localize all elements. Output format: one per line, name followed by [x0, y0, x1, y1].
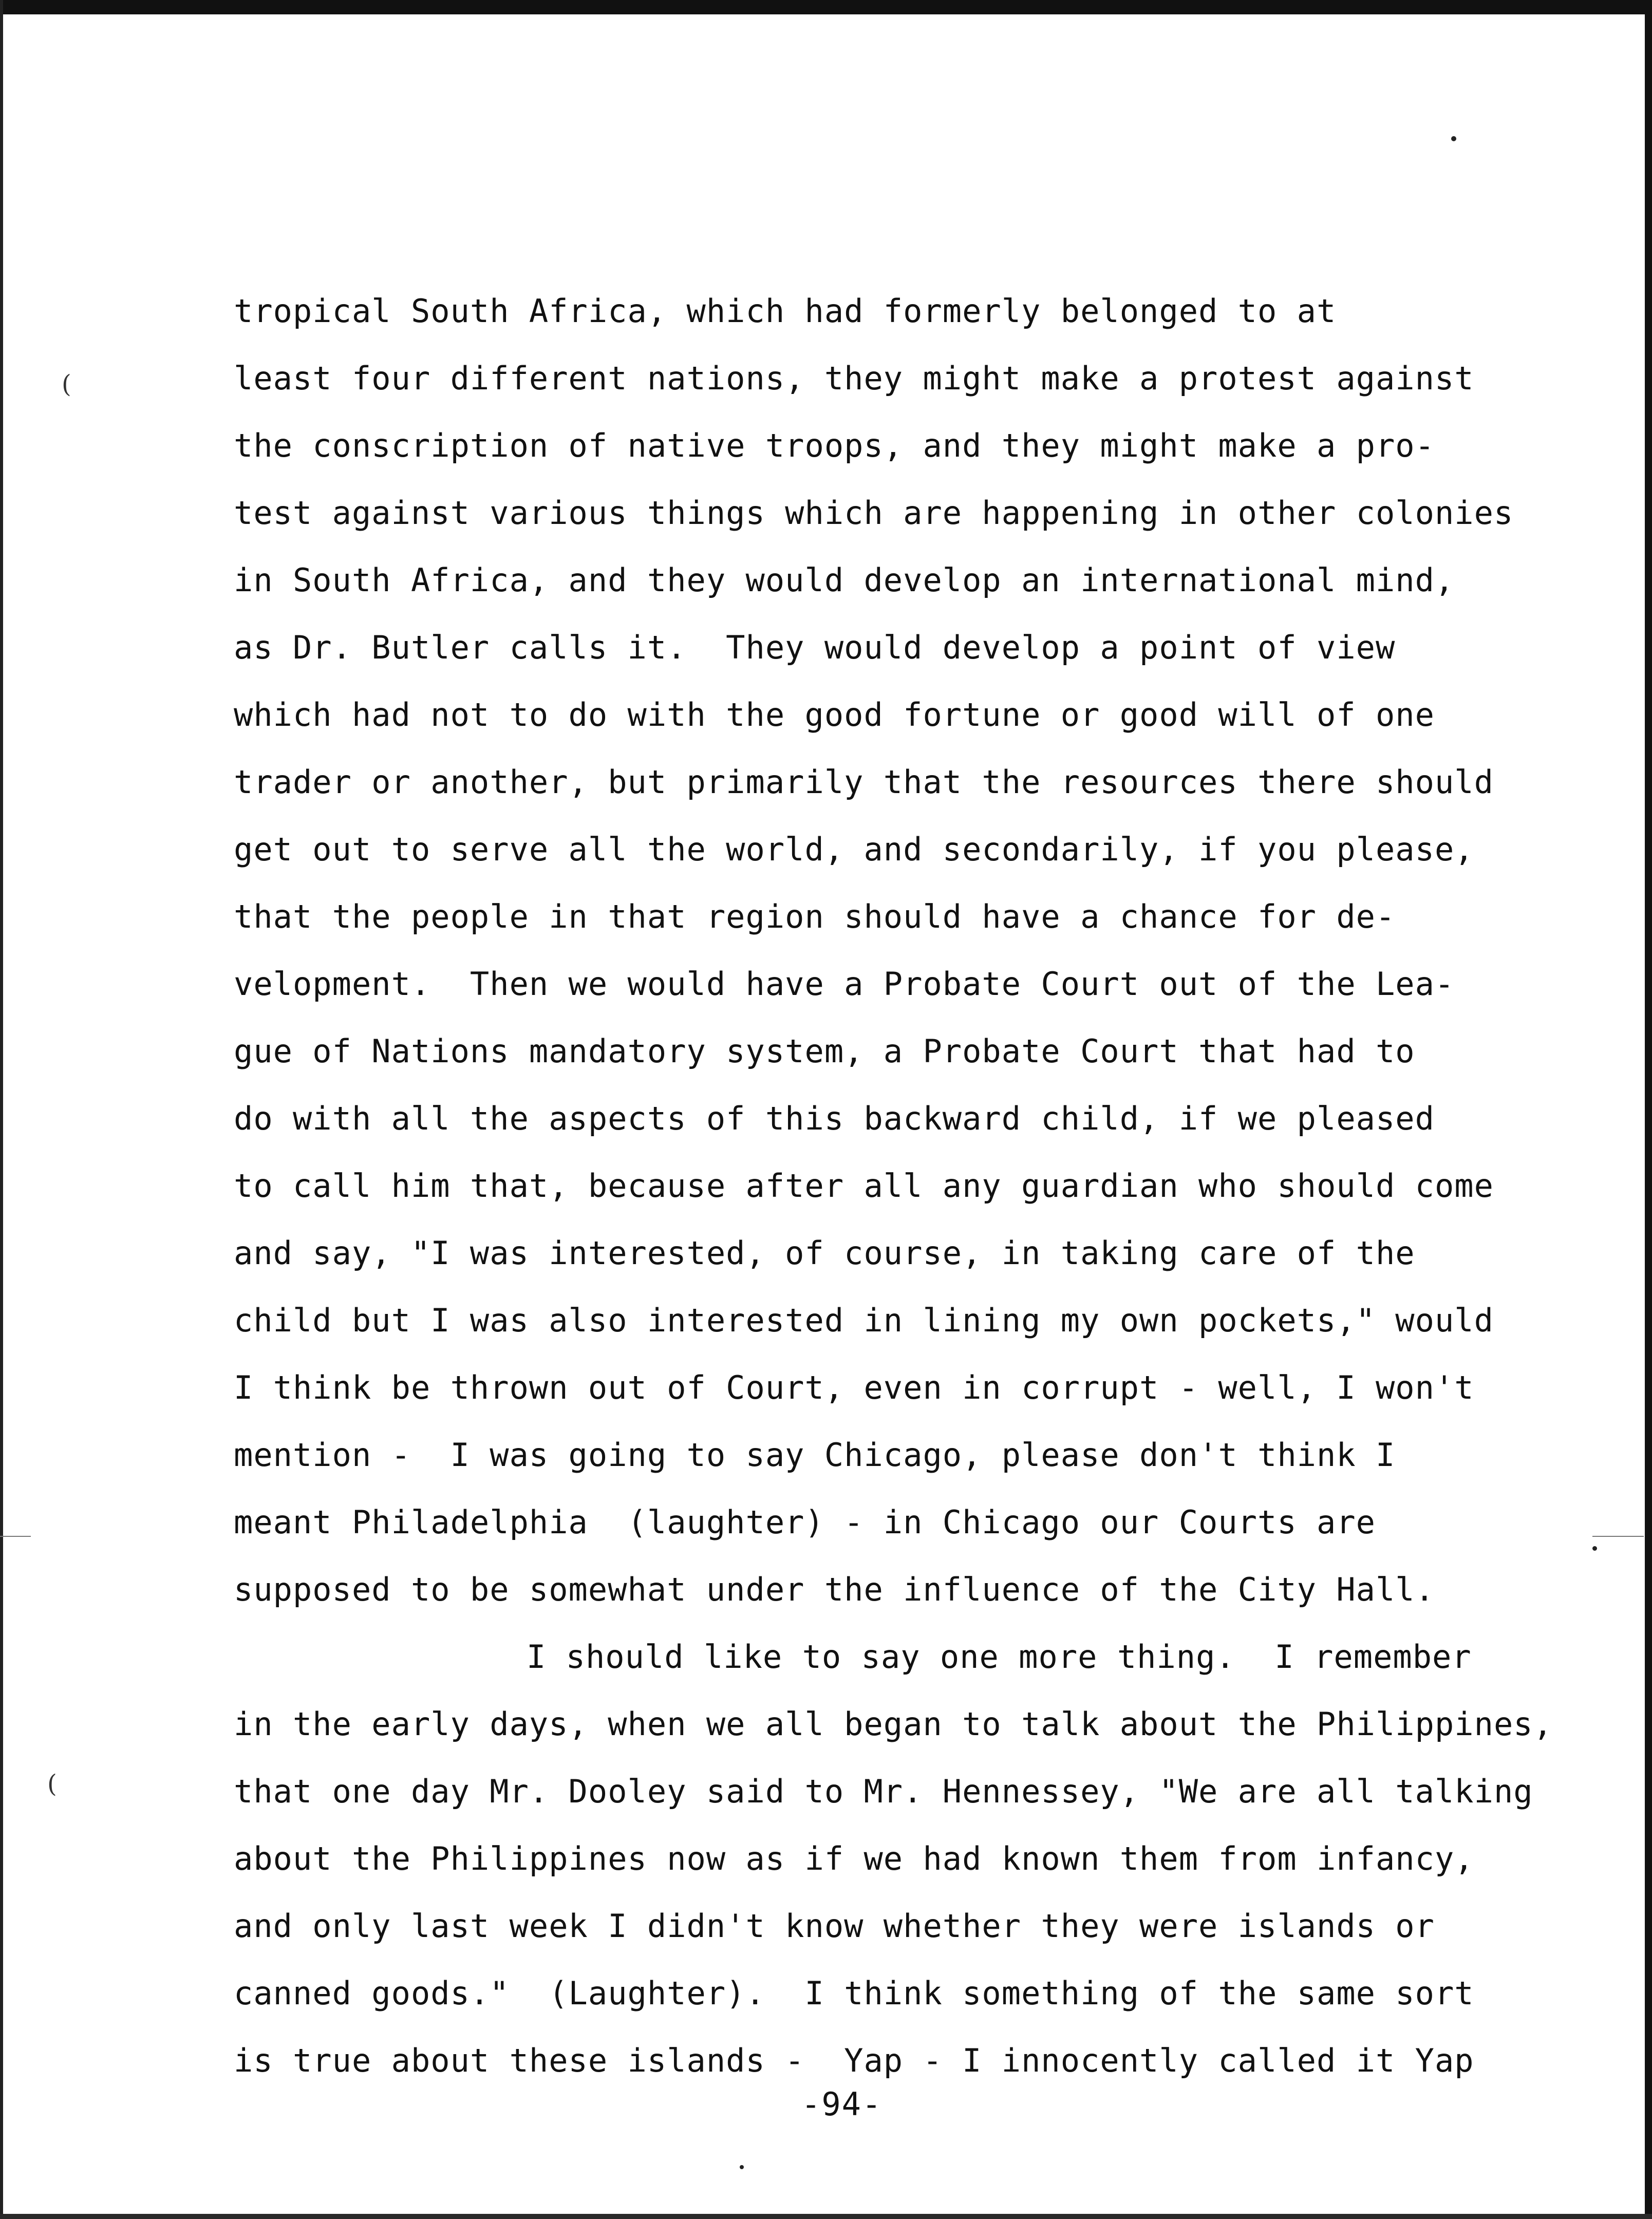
- scan-speck: [1451, 136, 1456, 141]
- text-line: velopment. Then we would have a Probate Court out of the Lea-: [234, 965, 1455, 1003]
- paragraph-start-line: I should like to say one more thing. I remember: [527, 1638, 1472, 1676]
- text-line: and only last week I didn't know whether they were islands or: [234, 1907, 1435, 1945]
- text-line: about the Philippines now as if we had known them from infancy,: [234, 1840, 1474, 1877]
- text-line: in South Africa, and they would develop an international mind,: [234, 561, 1455, 599]
- text-line: child but I was also interested in lining my own pockets," would: [234, 1302, 1494, 1339]
- text-line: to call him that, because after all any guardian who should come: [234, 1167, 1494, 1205]
- text-line: that the people in that region should have a chance for de-: [234, 898, 1396, 935]
- text-line: trader or another, but primarily that the resources there should: [234, 763, 1494, 801]
- page-number: -94-: [801, 2085, 883, 2123]
- text-line: that one day Mr. Dooley said to Mr. Hennessey, "We are all talking: [234, 1773, 1533, 1810]
- text-line: get out to serve all the world, and secondarily, if you please,: [234, 831, 1474, 868]
- text-line: least four different nations, they might make a protest against: [234, 360, 1474, 397]
- scan-border-bottom: [0, 2214, 1652, 2219]
- text-line: the conscription of native troops, and they might make a pro-: [234, 427, 1435, 464]
- text-line: meant Philadelphia (laughter) - in Chicago our Courts are: [234, 1503, 1376, 1541]
- text-line: mention - I was going to say Chicago, please don't think I: [234, 1436, 1396, 1474]
- margin-mark: (: [62, 370, 71, 399]
- scan-rule-right: [1592, 1536, 1644, 1537]
- scan-border-left: [0, 0, 3, 2219]
- document-body: [234, 277, 1553, 2094]
- text-line: as Dr. Butler calls it. They would develop a point of view: [234, 629, 1396, 666]
- scan-border-top: [0, 0, 1652, 14]
- text-line: tropical South Africa, which had formerly belonged to at: [234, 292, 1337, 330]
- text-line: canned goods." (Laughter). I think something of the same sort: [234, 1974, 1474, 2012]
- text-line: which had not to do with the good fortune or good will of one: [234, 696, 1435, 734]
- scan-speck: [740, 2165, 744, 2169]
- scan-border-right: [1645, 0, 1652, 2219]
- text-line: and say, "I was interested, of course, in taking care of the: [234, 1234, 1415, 1272]
- text-line: supposed to be somewhat under the influence of the City Hall.: [234, 1571, 1435, 1608]
- text-line: test against various things which are happening in other colonies: [234, 494, 1514, 532]
- text-line: do with all the aspects of this backward child, if we pleased: [234, 1100, 1435, 1137]
- scan-rule-left: [0, 1536, 31, 1537]
- text-line: in the early days, when we all began to talk about the Philippines,: [234, 1705, 1553, 1743]
- text-line: gue of Nations mandatory system, a Probate Court that had to: [234, 1032, 1415, 1070]
- scan-speck: [1592, 1546, 1597, 1551]
- text-line: is true about these islands - Yap - I innocently called it Yap: [234, 2042, 1474, 2079]
- text-line: I think be thrown out of Court, even in corrupt - well, I won't: [234, 1369, 1474, 1406]
- margin-mark: (: [47, 1770, 57, 1798]
